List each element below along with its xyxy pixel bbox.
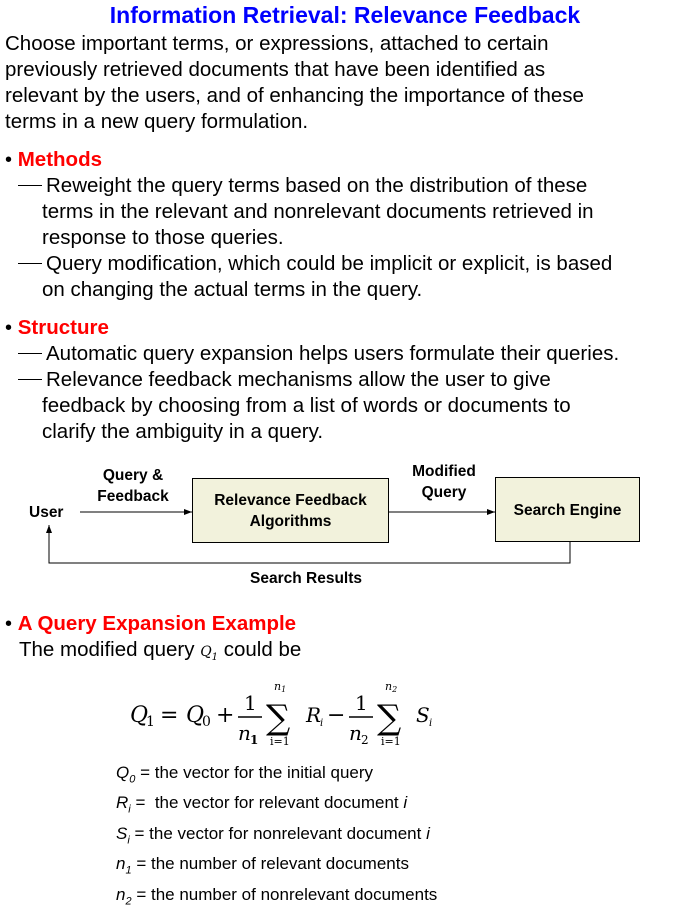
def-tail: i (426, 823, 430, 843)
intro-line: terms in a new query formulation. (5, 110, 309, 133)
formula-n1: n (238, 721, 251, 745)
rf-box-line: Algorithms (249, 513, 332, 530)
sum-icon-1: ∑ (266, 698, 291, 738)
query-feedback-line: Feedback (97, 488, 169, 505)
intro-line: previously retrieved documents that have been identified as (5, 58, 546, 81)
definition-row (116, 852, 437, 882)
def-symbol: $n_2$ (116, 884, 132, 907)
formula-lhs-sub: 1 (146, 714, 155, 730)
structure-bullet (5, 315, 109, 341)
list-item-continuation: on changing the actual terms in the query. (42, 278, 423, 301)
formula-q0-sub: 0 (202, 714, 211, 730)
modified-query-label (398, 461, 490, 503)
relevance-feedback-box (192, 478, 389, 543)
example-lead-text: The modified query (19, 638, 195, 661)
formula-plus: + (216, 703, 235, 728)
sum-upper-1: n1 (274, 680, 287, 694)
formula-lhs: Q (130, 703, 149, 728)
modified-query-line: Query (421, 484, 467, 501)
definition-row (116, 791, 437, 821)
dash-icon (18, 353, 42, 354)
intro-line: Choose important terms, or expressions, attached to certain (5, 32, 549, 55)
list-item-continuation: response to those queries. (42, 226, 284, 249)
query-feedback-label (88, 465, 178, 507)
list-item-continuation: terms in the relevant and nonrelevant documents retrieved in (42, 200, 594, 223)
example-lead (19, 637, 301, 671)
variable-definitions (116, 761, 437, 913)
q1-symbol (200, 644, 219, 663)
dash-icon (18, 263, 42, 264)
def-symbol: $S_i$ (116, 823, 130, 847)
formula-numerator-2: 1 (355, 691, 368, 715)
bullet-dot-icon: • (5, 613, 13, 635)
list-item-text: Query modification, which could be implicit or explicit, is based (46, 252, 613, 275)
dash-icon (18, 185, 42, 186)
bullet-dot-icon: • (5, 317, 13, 339)
query-expansion-formula (128, 678, 448, 753)
def-text: = the vector for nonrelevant document (129, 823, 427, 843)
methods-list (18, 173, 680, 303)
page-title: Information Retrieval: Relevance Feedback (109, 2, 581, 28)
list-item-text: Automatic query expansion helps users formulate their queries. (46, 342, 620, 365)
formula-r-index: i (320, 718, 324, 729)
example-heading: A Query Expansion Example (17, 612, 297, 635)
methods-bullet (5, 147, 102, 173)
example-lead-tail: could be (223, 638, 302, 661)
list-item (18, 367, 680, 393)
formula-s: S (416, 703, 430, 727)
search-results-label: Search Results (250, 570, 362, 587)
list-item-text: Reweight the query terms based on the distribution of these (46, 174, 588, 197)
definition-row (116, 883, 437, 913)
def-symbol: $n_1$ (116, 854, 132, 877)
q1-sub: 1 (211, 651, 219, 663)
list-item (18, 173, 680, 199)
structure-list (18, 341, 680, 445)
modified-query-line: Modified (412, 463, 476, 480)
user-label: User (29, 504, 64, 521)
sum-lower-2: i=1 (381, 735, 401, 748)
formula-n2-sub: 2 (361, 733, 369, 747)
list-item-text: Relevance feedback mechanisms allow the user to give (46, 368, 551, 391)
rf-box-label (193, 490, 388, 532)
relevance-feedback-diagram (0, 455, 680, 595)
formula-n1-sub: 1 (250, 733, 259, 747)
list-item-continuation: clarify the ambiguity in a query. (42, 420, 324, 443)
query-feedback-line: Query & (102, 467, 164, 484)
def-text: = the vector for the initial query (135, 763, 374, 782)
bullet-dot-icon: • (5, 149, 13, 171)
sum-lower-1: i=1 (270, 735, 290, 748)
formula-n2: n (349, 721, 362, 745)
def-symbol: $R_i$ (116, 793, 131, 816)
formula-s-index: i (429, 718, 433, 729)
structure-heading: Structure (17, 316, 109, 339)
q1-letter: Q (200, 644, 212, 660)
formula-minus: − (327, 703, 346, 728)
definition-row (116, 761, 437, 791)
rf-box-line: Relevance Feedback (214, 492, 367, 509)
search-engine-label: Search Engine (513, 502, 622, 519)
def-tail: i (403, 793, 408, 813)
def-text: = the number of nonrelevant documents (131, 884, 438, 904)
sum-icon-2: ∑ (377, 698, 402, 738)
methods-heading: Methods (17, 148, 102, 171)
definition-row (116, 822, 437, 852)
list-item-continuation: feedback by choosing from a list of words or documents to (42, 394, 571, 417)
def-text: = the vector for relevant document (130, 793, 404, 813)
sum-upper-2: n2 (385, 680, 398, 694)
def-symbol: $Q_0$ (116, 763, 136, 786)
intro-paragraph (5, 31, 680, 135)
list-item (18, 341, 680, 367)
intro-line: relevant by the users, and of enhancing the importance of these (5, 84, 584, 107)
formula-q0: Q (186, 703, 205, 728)
example-bullet (5, 611, 296, 637)
dash-icon (18, 379, 42, 380)
formula-numerator-1: 1 (244, 691, 257, 715)
formula-r: R (306, 703, 322, 727)
list-item (18, 251, 680, 277)
formula-equals: = (160, 703, 179, 728)
def-text: = the number of relevant documents (131, 854, 409, 874)
search-engine-box (495, 477, 640, 542)
